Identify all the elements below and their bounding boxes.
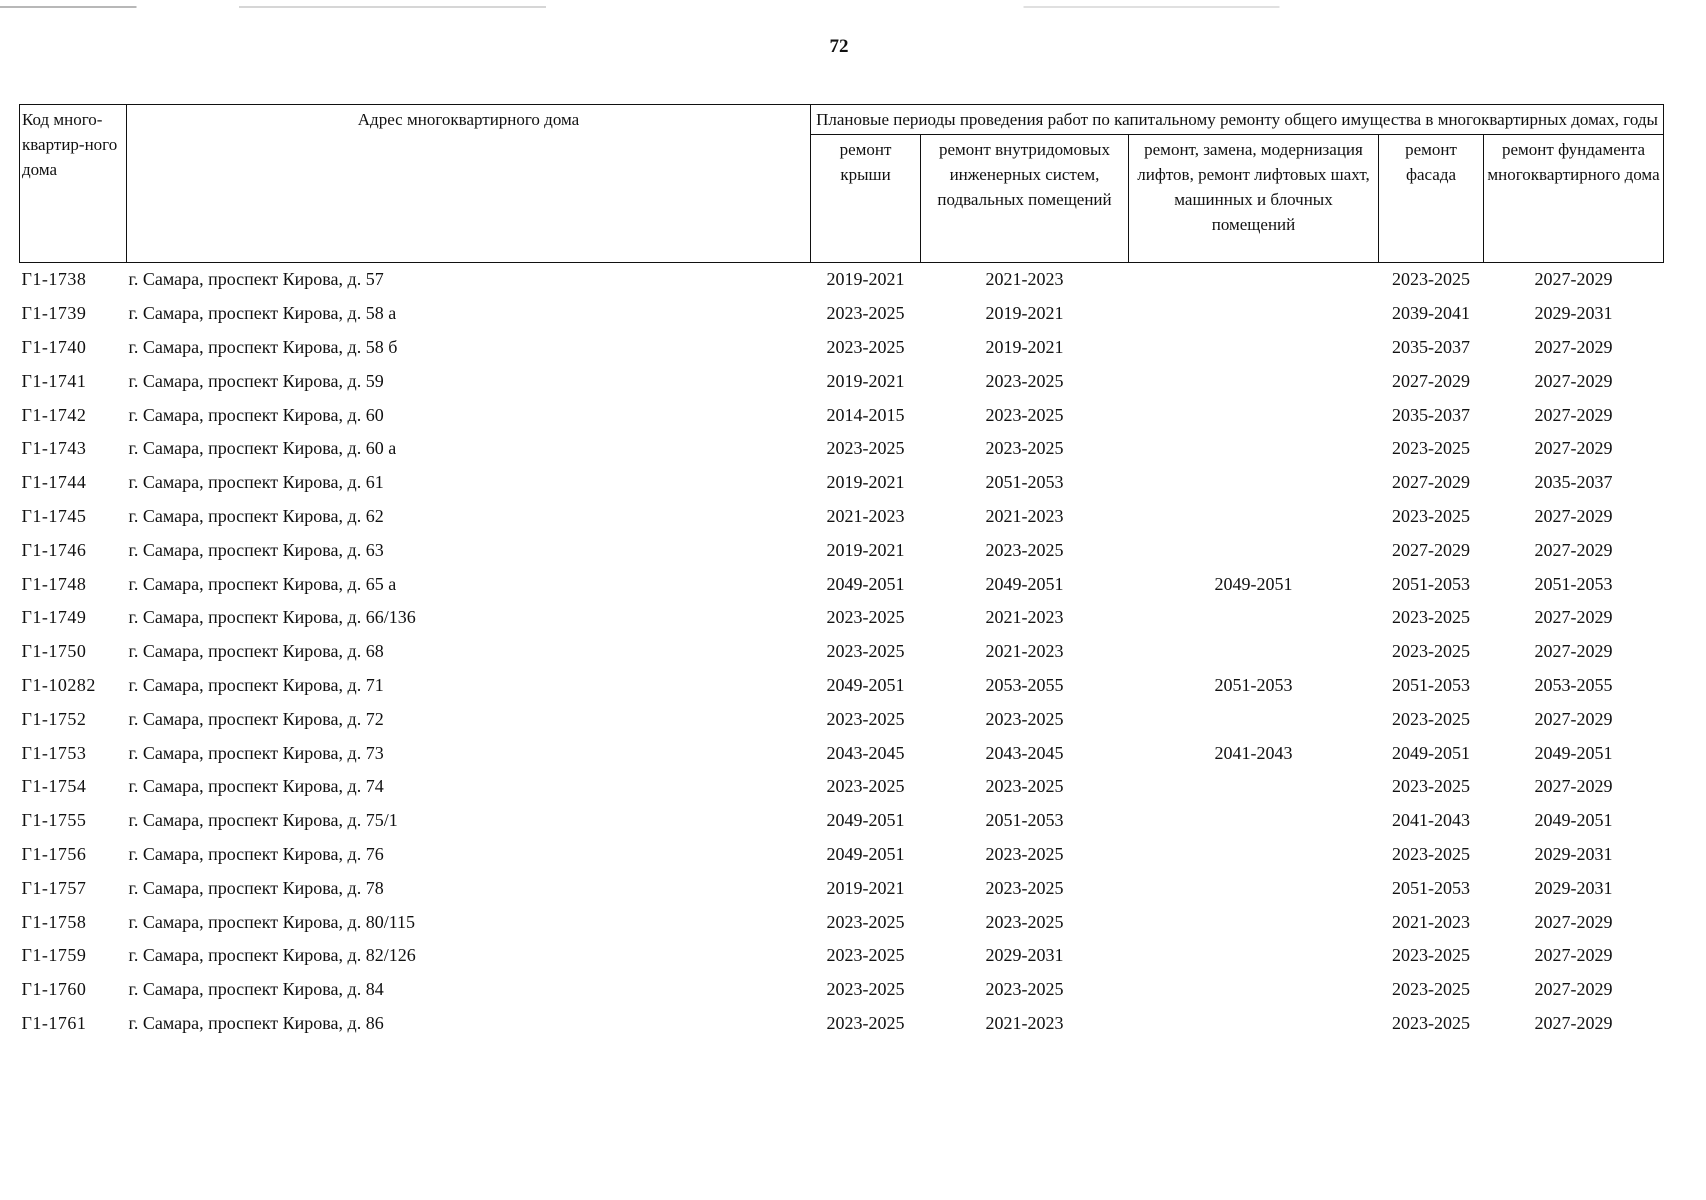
cell-systems: 2021-2023 <box>985 607 1064 628</box>
cell-roof: 2019-2021 <box>826 370 905 391</box>
cell-address: г. Самара, проспект Кирова, д. 59 <box>128 370 384 391</box>
cell-roof: 2023-2025 <box>826 945 905 966</box>
cell-roof: 2043-2045 <box>826 742 905 763</box>
table-row <box>20 939 1664 973</box>
cell-address: г. Самара, проспект Кирова, д. 58 а <box>128 303 397 324</box>
cell-address: г. Самара, проспект Кирова, д. 76 <box>128 843 384 864</box>
cell-code: Г1-1749 <box>21 607 87 628</box>
cell-address: г. Самара, проспект Кирова, д. 65 а <box>128 573 397 594</box>
cell-code: Г1-1758 <box>21 911 87 932</box>
table-row <box>20 770 1664 804</box>
cell-systems: 2053-2055 <box>985 674 1064 695</box>
cell-address: г. Самара, проспект Кирова, д. 63 <box>128 539 384 560</box>
header-facade: ремонт фасада <box>1379 135 1484 263</box>
table-row <box>20 466 1664 500</box>
cell-foundation: 2027-2029 <box>1534 438 1613 459</box>
table-row <box>20 702 1664 736</box>
cell-roof: 2023-2025 <box>826 776 905 797</box>
table-row <box>20 838 1664 872</box>
cell-systems: 2023-2025 <box>985 911 1064 932</box>
cell-foundation: 2027-2029 <box>1534 269 1613 290</box>
cell-facade: 2023-2025 <box>1392 979 1470 1000</box>
cell-systems: 2021-2023 <box>985 269 1064 290</box>
cell-roof: 2023-2025 <box>826 438 905 459</box>
cell-foundation: 2027-2029 <box>1534 979 1613 1000</box>
table-row <box>20 736 1664 770</box>
cell-facade: 2023-2025 <box>1392 843 1470 864</box>
cell-elevators <box>1129 364 1379 398</box>
header-systems: ремонт внутридомовых инженерных систем, подвальных помещений <box>921 135 1129 263</box>
cell-systems: 2023-2025 <box>985 843 1064 864</box>
cell-address: г. Самара, проспект Кирова, д. 74 <box>128 776 384 797</box>
cell-roof: 2049-2051 <box>826 810 905 831</box>
cell-elevators <box>1129 939 1379 973</box>
cell-foundation: 2027-2029 <box>1534 404 1613 425</box>
header-address: Адрес многоквартирного дома <box>127 105 811 263</box>
cell-code: Г1-1761 <box>21 1012 87 1033</box>
cell-code: Г1-1760 <box>21 979 87 1000</box>
cell-foundation: 2027-2029 <box>1534 505 1613 526</box>
cell-roof: 2023-2025 <box>826 641 905 662</box>
cell-foundation: 2049-2051 <box>1534 810 1613 831</box>
cell-elevators <box>1129 601 1379 635</box>
cell-systems: 2029-2031 <box>985 945 1064 966</box>
cell-systems: 2021-2023 <box>985 641 1064 662</box>
cell-address: г. Самара, проспект Кирова, д. 66/136 <box>128 607 416 628</box>
cell-elevators: 2049-2051 <box>1214 573 1293 594</box>
cell-address: г. Самара, проспект Кирова, д. 61 <box>128 472 384 493</box>
cell-code: Г1-1745 <box>21 505 87 526</box>
cell-facade: 2049-2051 <box>1392 742 1470 763</box>
cell-elevators <box>1129 838 1379 872</box>
cell-address: г. Самара, проспект Кирова, д. 80/115 <box>128 911 416 932</box>
cell-elevators <box>1129 702 1379 736</box>
cell-address: г. Самара, проспект Кирова, д. 82/126 <box>128 945 416 966</box>
cell-foundation: 2027-2029 <box>1534 776 1613 797</box>
table-row <box>20 567 1664 601</box>
cell-elevators <box>1129 871 1379 905</box>
cell-roof: 2023-2025 <box>826 303 905 324</box>
cell-code: Г1-1742 <box>21 404 87 425</box>
cell-address: г. Самара, проспект Кирова, д. 72 <box>128 708 384 729</box>
cell-systems: 2019-2021 <box>985 303 1064 324</box>
cell-elevators <box>1129 770 1379 804</box>
cell-elevators <box>1129 905 1379 939</box>
cell-foundation: 2051-2053 <box>1534 573 1613 594</box>
cell-facade: 2023-2025 <box>1392 269 1470 290</box>
cell-systems: 2049-2051 <box>985 573 1064 594</box>
cell-roof: 2049-2051 <box>826 573 905 594</box>
cell-code: Г1-1755 <box>21 810 87 831</box>
cell-code: Г1-1746 <box>21 539 87 560</box>
table-row <box>20 1007 1664 1041</box>
cell-foundation: 2027-2029 <box>1534 336 1613 357</box>
cell-facade: 2021-2023 <box>1392 911 1470 932</box>
table-row <box>20 297 1664 331</box>
cell-systems: 2023-2025 <box>985 438 1064 459</box>
cell-roof: 2019-2021 <box>826 269 905 290</box>
table-row <box>20 804 1664 838</box>
table-row <box>20 601 1664 635</box>
cell-systems: 2023-2025 <box>985 370 1064 391</box>
cell-address: г. Самара, проспект Кирова, д. 78 <box>128 877 384 898</box>
cell-systems: 2051-2053 <box>985 810 1064 831</box>
cell-roof: 2021-2023 <box>826 505 905 526</box>
cell-facade: 2027-2029 <box>1392 370 1470 391</box>
cell-roof: 2023-2025 <box>826 911 905 932</box>
header-elevators: ремонт, замена, модернизация лифтов, ремонт лифтовых шахт, машинных и блочных помещений <box>1129 135 1379 263</box>
cell-facade: 2023-2025 <box>1392 438 1470 459</box>
cell-elevators: 2051-2053 <box>1214 674 1293 695</box>
cell-address: г. Самара, проспект Кирова, д. 73 <box>128 742 384 763</box>
cell-elevators <box>1129 635 1379 669</box>
cell-foundation: 2027-2029 <box>1534 607 1613 628</box>
cell-elevators <box>1129 1007 1379 1041</box>
cell-foundation: 2029-2031 <box>1534 877 1613 898</box>
cell-systems: 2043-2045 <box>985 742 1064 763</box>
cell-foundation: 2049-2051 <box>1534 742 1613 763</box>
cell-foundation: 2027-2029 <box>1534 539 1613 560</box>
cell-roof: 2023-2025 <box>826 708 905 729</box>
cell-address: г. Самара, проспект Кирова, д. 62 <box>128 505 384 526</box>
cell-code: Г1-1744 <box>21 472 87 493</box>
header-periods: Плановые периоды проведения работ по капитальному ремонту общего имущества в многоквартирных домах, годы <box>811 105 1664 135</box>
cell-elevators <box>1129 973 1379 1007</box>
cell-foundation: 2035-2037 <box>1534 472 1613 493</box>
cell-address: г. Самара, проспект Кирова, д. 60 <box>128 404 384 425</box>
cell-systems: 2023-2025 <box>985 539 1064 560</box>
cell-code: Г1-1740 <box>21 336 87 357</box>
table-row <box>20 500 1664 534</box>
cell-facade: 2023-2025 <box>1392 776 1470 797</box>
cell-elevators <box>1129 297 1379 331</box>
table-row <box>20 432 1664 466</box>
cell-code: Г1-1738 <box>21 269 87 290</box>
scan-edge-line <box>0 6 1706 8</box>
cell-facade: 2023-2025 <box>1392 945 1470 966</box>
cell-foundation: 2027-2029 <box>1534 708 1613 729</box>
header-code: Код много-квартир-ного дома <box>20 105 127 263</box>
cell-facade: 2051-2053 <box>1392 674 1470 695</box>
table-row <box>20 331 1664 365</box>
capital-repair-table <box>19 104 1664 1040</box>
cell-roof: 2023-2025 <box>826 336 905 357</box>
cell-systems: 2023-2025 <box>985 877 1064 898</box>
cell-systems: 2023-2025 <box>985 404 1064 425</box>
cell-address: г. Самара, проспект Кирова, д. 68 <box>128 641 384 662</box>
cell-roof: 2019-2021 <box>826 877 905 898</box>
table-row <box>20 398 1664 432</box>
cell-elevators <box>1129 804 1379 838</box>
cell-foundation: 2027-2029 <box>1534 945 1613 966</box>
cell-code: Г1-1748 <box>21 573 87 594</box>
cell-facade: 2035-2037 <box>1392 336 1470 357</box>
cell-facade: 2023-2025 <box>1392 505 1470 526</box>
cell-foundation: 2053-2055 <box>1534 674 1613 695</box>
cell-code: Г1-1759 <box>21 945 87 966</box>
cell-roof: 2049-2051 <box>826 674 905 695</box>
cell-facade: 2023-2025 <box>1392 708 1470 729</box>
table-body <box>20 263 1664 1041</box>
cell-elevators <box>1129 331 1379 365</box>
cell-code: Г1-1739 <box>21 303 87 324</box>
cell-facade: 2051-2053 <box>1392 573 1470 594</box>
cell-systems: 2023-2025 <box>985 979 1064 1000</box>
cell-systems: 2023-2025 <box>985 776 1064 797</box>
cell-facade: 2041-2043 <box>1392 810 1470 831</box>
cell-address: г. Самара, проспект Кирова, д. 60 а <box>128 438 397 459</box>
cell-systems: 2023-2025 <box>985 708 1064 729</box>
cell-address: г. Самара, проспект Кирова, д. 84 <box>128 979 384 1000</box>
cell-foundation: 2029-2031 <box>1534 303 1613 324</box>
cell-foundation: 2027-2029 <box>1534 641 1613 662</box>
cell-roof: 2014-2015 <box>826 404 905 425</box>
cell-code: Г1-1752 <box>21 708 87 729</box>
cell-systems: 2021-2023 <box>985 1012 1064 1033</box>
cell-facade: 2027-2029 <box>1392 472 1470 493</box>
cell-foundation: 2027-2029 <box>1534 911 1613 932</box>
cell-address: г. Самара, проспект Кирова, д. 71 <box>128 674 384 695</box>
cell-code: Г1-1741 <box>21 370 87 391</box>
table-row <box>20 905 1664 939</box>
cell-code: Г1-1757 <box>21 877 87 898</box>
cell-facade: 2023-2025 <box>1392 641 1470 662</box>
cell-facade: 2027-2029 <box>1392 539 1470 560</box>
cell-code: Г1-1756 <box>21 843 87 864</box>
table-row <box>20 973 1664 1007</box>
cell-roof: 2049-2051 <box>826 843 905 864</box>
page-number: 72 <box>829 36 849 57</box>
header-roof: ремонт крыши <box>811 135 921 263</box>
cell-roof: 2019-2021 <box>826 539 905 560</box>
cell-code: Г1-10282 <box>21 674 96 695</box>
cell-foundation: 2027-2029 <box>1534 1012 1613 1033</box>
cell-code: Г1-1754 <box>21 776 87 797</box>
table-row <box>20 871 1664 905</box>
cell-elevators <box>1129 398 1379 432</box>
table-row <box>20 669 1664 703</box>
cell-facade: 2051-2053 <box>1392 877 1470 898</box>
table-row <box>20 635 1664 669</box>
cell-systems: 2051-2053 <box>985 472 1064 493</box>
header-foundation: ремонт фундамента многоквартирного дома <box>1484 135 1664 263</box>
cell-elevators <box>1129 533 1379 567</box>
cell-address: г. Самара, проспект Кирова, д. 75/1 <box>128 810 398 831</box>
cell-facade: 2023-2025 <box>1392 607 1470 628</box>
cell-roof: 2023-2025 <box>826 979 905 1000</box>
cell-facade: 2023-2025 <box>1392 1012 1470 1033</box>
cell-address: г. Самара, проспект Кирова, д. 58 б <box>128 336 398 357</box>
cell-facade: 2035-2037 <box>1392 404 1470 425</box>
cell-elevators <box>1129 500 1379 534</box>
cell-roof: 2023-2025 <box>826 1012 905 1033</box>
cell-elevators <box>1129 466 1379 500</box>
cell-address: г. Самара, проспект Кирова, д. 57 <box>128 269 384 290</box>
cell-code: Г1-1750 <box>21 641 87 662</box>
cell-elevators: 2041-2043 <box>1214 742 1293 763</box>
cell-systems: 2019-2021 <box>985 336 1064 357</box>
table-row <box>20 533 1664 567</box>
cell-roof: 2019-2021 <box>826 472 905 493</box>
cell-code: Г1-1743 <box>21 438 87 459</box>
cell-code: Г1-1753 <box>21 742 87 763</box>
cell-elevators <box>1129 263 1379 297</box>
cell-facade: 2039-2041 <box>1392 303 1470 324</box>
cell-address: г. Самара, проспект Кирова, д. 86 <box>128 1012 384 1033</box>
cell-foundation: 2027-2029 <box>1534 370 1613 391</box>
cell-foundation: 2029-2031 <box>1534 843 1613 864</box>
cell-elevators <box>1129 432 1379 466</box>
cell-roof: 2023-2025 <box>826 607 905 628</box>
table-row <box>20 364 1664 398</box>
table-row <box>20 263 1664 297</box>
cell-systems: 2021-2023 <box>985 505 1064 526</box>
